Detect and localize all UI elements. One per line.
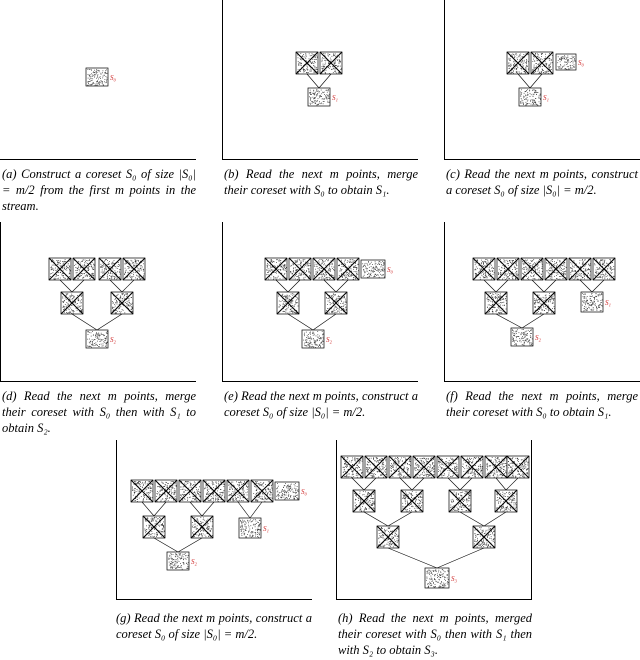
merge-edge [388,512,412,526]
discarded-coreset-node [533,292,555,314]
discarded-coreset-node [143,516,165,538]
caption-e: (e) Read the next m points, construct a coreset S₀ of size |S₀| = m/2. [224,389,418,419]
merge-edge [72,280,84,292]
merge-edge [307,74,319,88]
panel-a-diagram [0,0,196,160]
coreset-label: S₁ [332,94,338,102]
merge-edge [202,502,214,516]
coreset-node [308,88,330,106]
merge-edge [496,314,522,328]
discarded-coreset-node [437,456,459,478]
merge-edge [580,280,592,292]
merge-edge [506,478,518,490]
discarded-coreset-node [473,258,495,280]
discarded-coreset-node [61,292,83,314]
merge-edge [97,314,122,330]
merge-edge [336,280,348,292]
caption-b: (b) Read the next m points, merge their coreset with S₀ to obtain S₁. [224,167,418,197]
discarded-coreset-node [389,456,411,478]
discarded-coreset-node [191,516,213,538]
panel-h [336,440,532,600]
coreset-node [361,260,385,278]
discarded-coreset-node [251,480,273,502]
merge-edge [288,280,300,292]
coreset-label: S₃ [451,575,457,583]
coreset-node [239,518,261,538]
panel-e-diagram [223,222,419,382]
discarded-coreset-node [155,480,177,502]
coreset-label: S₂ [191,558,197,566]
merge-edge [460,478,472,490]
discarded-coreset-node [485,456,507,478]
coreset-label: S₀ [387,266,393,274]
panel-a [0,0,196,160]
discarded-coreset-node [296,52,318,74]
discarded-coreset-node [289,258,311,280]
caption-a: (a) Construct a coreset S₀ of size |S₀| = m/2 from the first m points in the stream. [2,167,196,213]
merge-edge [319,74,331,88]
discarded-coreset-node [507,456,529,478]
panel-g-diagram [117,440,313,600]
coreset-node [519,88,541,106]
discarded-coreset-node [497,258,519,280]
merge-edge [530,74,542,88]
coreset-node [167,552,189,570]
panel-f [444,222,640,382]
discarded-coreset-node [377,526,399,548]
merge-edge [484,512,506,526]
merge-edge [412,478,424,490]
discarded-coreset-node [473,526,495,548]
discarded-coreset-node [413,456,435,478]
merge-edge [518,74,530,88]
coreset-label: S₁ [263,525,269,533]
discarded-coreset-node [521,258,543,280]
discarded-coreset-node [325,292,347,314]
caption-f: (f) Read the next m points, merge their coreset with S₀ to obtain S₁. [446,389,638,419]
caption-h: (h) Read the next m points, merged their coreset with S₀ then with S₁ then with S₂ to obtain S₃. [338,611,532,657]
coreset-label: S₀ [578,59,584,67]
panel-c-diagram [445,0,640,160]
panel-b-diagram [223,0,419,160]
discarded-coreset-node [495,490,517,512]
coreset-label: S₁ [543,94,549,102]
discarded-coreset-node [111,292,133,314]
caption-c: (c) Read the next m points, construct a coreset S₀ of size |S₀| = m/2. [446,167,638,197]
merge-edge [250,502,262,518]
coreset-node [556,54,576,70]
merge-edge [496,280,508,292]
caption-d: (d) Read the next m points, merge their coreset with S₀ then with S₁ to obtain S₂. [2,389,196,435]
merge-edge [484,280,496,292]
discarded-coreset-node [320,52,342,74]
panel-c [444,0,640,160]
discarded-coreset-node [265,258,287,280]
discarded-coreset-node [179,480,201,502]
panel-f-diagram [445,222,640,382]
coreset-node [275,482,299,500]
merge-edge [72,314,97,330]
merge-edge [437,548,484,568]
discarded-coreset-node [49,258,71,280]
discarded-coreset-node [507,52,529,74]
discarded-coreset-node [131,480,153,502]
discarded-coreset-node [99,258,121,280]
coreset-node [86,68,108,86]
merge-edge [388,548,437,568]
merge-edge [352,478,364,490]
discarded-coreset-node [593,258,615,280]
merge-edge [544,280,556,292]
coreset-label: S₀ [110,74,116,82]
merge-edge [190,502,202,516]
coreset-label: S₂ [535,334,541,342]
merge-edge [60,280,72,292]
panel-h-diagram [337,440,533,600]
discarded-coreset-node [401,490,423,512]
merge-edge [460,512,484,526]
merge-edge [364,512,388,526]
coreset-node [302,330,324,348]
discarded-coreset-node [227,480,249,502]
coreset-node [581,292,603,312]
coreset-label: S₁ [605,299,611,307]
caption-g: (g) Read the next m points, construct a coreset S₀ of size |S₀| = m/2. [116,611,312,641]
discarded-coreset-node [449,490,471,512]
merge-edge [238,502,250,518]
merge-edge [400,478,412,490]
discarded-coreset-node [277,292,299,314]
discarded-coreset-node [73,258,95,280]
merge-edge [122,280,134,292]
merge-edge [496,478,506,490]
merge-edge [288,314,313,330]
discarded-coreset-node [485,292,507,314]
discarded-coreset-node [545,258,567,280]
discarded-coreset-node [353,490,375,512]
merge-edge [276,280,288,292]
discarded-coreset-node [341,456,363,478]
merge-edge [142,502,154,516]
coreset-label: S₂ [326,336,332,344]
coreset-node [425,568,449,588]
merge-edge [178,538,202,552]
coreset-label: S₀ [301,488,307,496]
discarded-coreset-node [337,258,359,280]
discarded-coreset-node [569,258,591,280]
merge-edge [364,478,376,490]
coreset-node [86,330,108,348]
discarded-coreset-node [123,258,145,280]
merge-edge [448,478,460,490]
merge-edge [313,314,336,330]
discarded-coreset-node [531,52,553,74]
coreset-label: S₂ [110,336,116,344]
panel-b [222,0,418,160]
discarded-coreset-node [365,456,387,478]
panel-d [0,222,196,382]
coreset-node [511,328,533,346]
merge-edge [154,538,178,552]
merge-edge [522,314,544,328]
merge-edge [110,280,122,292]
panel-g [116,440,312,600]
merge-edge [154,502,166,516]
panel-d-diagram [1,222,197,382]
merge-edge [592,280,604,292]
discarded-coreset-node [313,258,335,280]
merge-edge [532,280,544,292]
discarded-coreset-node [203,480,225,502]
merge-edge [324,280,336,292]
discarded-coreset-node [461,456,483,478]
panel-e [222,222,418,382]
